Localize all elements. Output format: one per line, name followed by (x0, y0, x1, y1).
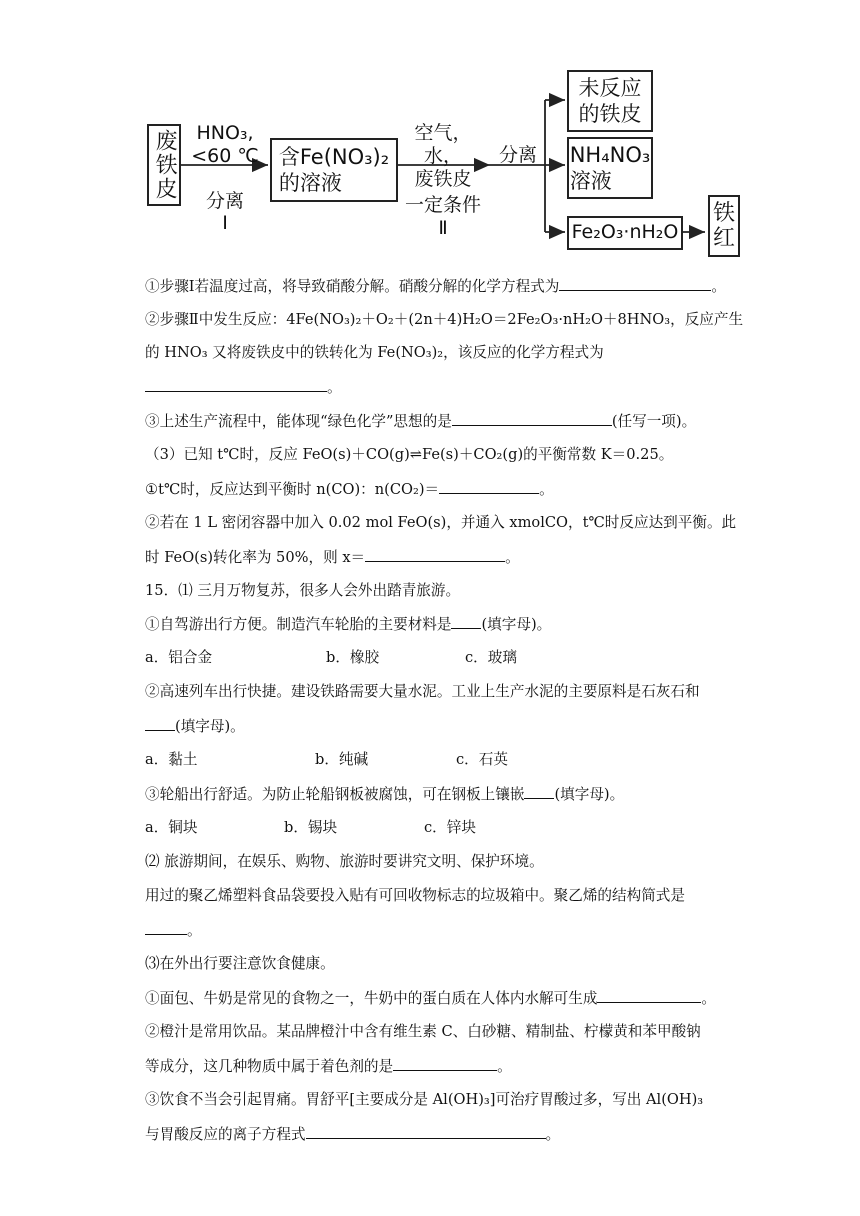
q-step2-reaction: ②步骤Ⅱ中发生反应：4Fe(NO₃)₂＋O₂＋(2n＋4)H₂O＝2Fe₂O₃·nH₂O＋8HNO₃，反应产生 (145, 311, 744, 328)
q15-1-tire: ①自驾游出行方便。制造汽车轮胎的主要材料是 (填字母)。 (145, 616, 552, 633)
q15-title: 15．⑴ 三月万物复苏，很多人会外出踏青旅游。 (145, 582, 461, 599)
process-flow-diagram (0, 0, 860, 275)
option-a: a．铜块 (145, 819, 198, 836)
q15-juice-cont: 等成分，这几种物质中属于着色剂的是 。 (145, 1058, 512, 1075)
answer-blank[interactable] (145, 716, 175, 731)
q15-polyethylene-cont: 。 (145, 920, 202, 941)
answer-blank[interactable] (451, 614, 481, 629)
q15-juice: ②橙汁是常用饮品。某品牌橙汁中含有维生素 C、白砂糖、精制盐、柠檬黄和苯甲酸钠 (145, 1023, 701, 1040)
answer-blank[interactable] (365, 547, 505, 562)
option-a: a．铝合金 (145, 649, 213, 666)
q15-part3-title: ⑶在外出行要注意饮食健康。 (145, 955, 335, 972)
option-c: c．锌块 (424, 819, 476, 836)
q3-conversion: ②若在 1 L 密闭容器中加入 0.02 mol FeO(s)，并通入 xmolCO，t℃时反应达到平衡。此 (145, 514, 737, 531)
answer-blank[interactable] (597, 988, 701, 1003)
q15-2-cement-cont: (填字母)。 (145, 716, 245, 737)
box-fe2o3-nh2o: Fe₂O₃·nH₂O (567, 216, 683, 250)
box-unreacted-iron: 未反应 的铁皮 (567, 70, 653, 132)
q15-3-ship: ③轮船出行舒适。为防止轮船钢板被腐蚀，可在钢板上镶嵌 (填字母)。 (145, 786, 625, 803)
option-b: b．橡胶 (326, 649, 380, 666)
option-c: c．玻璃 (465, 649, 517, 666)
box-fe-nitrate-solution: 含Fe(NO₃)₂ 的溶液 (270, 138, 398, 202)
option-a: a．黏土 (145, 751, 198, 768)
answer-blank[interactable] (559, 276, 711, 291)
option-c: c．石英 (456, 751, 508, 768)
answer-blank[interactable] (439, 479, 539, 494)
option-b: b．锡块 (284, 819, 338, 836)
box-iron-red: 铁 红 (708, 195, 740, 257)
q15-part2-title: ⑵ 旅游期间，在娱乐、购物、旅游时要讲究文明、保护环境。 (145, 853, 544, 870)
q15-polyethylene: 用过的聚乙烯塑料食品袋要投入贴有可回收物标志的垃圾箱中。聚乙烯的结构简式是 (145, 887, 685, 904)
answer-blank[interactable] (145, 920, 187, 935)
box-nh4no3-solution: NH₄NO₃ 溶液 (567, 137, 653, 199)
q-step1-decompose: ①步骤Ⅰ若温度过高，将导致硝酸分解。硝酸分解的化学方程式为 。 (145, 278, 727, 295)
q15-stomach-cont: 与胃酸反应的离子方程式 。 (145, 1126, 561, 1143)
q3-ratio: ①t℃时，反应达到平衡时 n(CO)：n(CO₂)＝ 。 (145, 481, 554, 498)
answer-blank[interactable] (145, 377, 327, 392)
option-b: b．纯碱 (315, 751, 369, 768)
box-scrap-iron: 废铁皮 (147, 124, 181, 206)
q3-equilibrium: （3）已知 t℃时，反应 FeO(s)＋CO(g)⇌Fe(s)＋CO₂(g)的平衡常数 K＝0.25。 (145, 446, 674, 463)
q15-2-cement: ②高速列车出行快捷。建设铁路需要大量水泥。工业上生产水泥的主要原料是石灰石和 (145, 683, 700, 700)
answer-blank[interactable] (452, 411, 612, 426)
q-step2-reaction-cont: 的 HNO₃ 又将废铁皮中的铁转化为 Fe(NO₃)₂，该反应的化学方程式为 (145, 344, 604, 361)
q15-protein: ①面包、牛奶是常见的食物之一，牛奶中的蛋白质在人体内水解可生成 。 (145, 990, 717, 1007)
step1-label: HNO₃, <60 ℃ 分离 Ⅰ (191, 122, 259, 235)
q15-stomach: ③饮食不当会引起胃痛。胃舒平[主要成分是 Al(OH)₃]可治疗胃酸过多，写出 Al(OH)₃ (145, 1091, 704, 1108)
q3-conversion-cont: 时 FeO(s)转化率为 50%，则 x＝ 。 (145, 549, 520, 566)
q-green-chemistry: ③上述生产流程中，能体现“绿色化学”思想的是 (任写一项)。 (145, 413, 697, 430)
answer-blank[interactable] (306, 1124, 546, 1139)
step2-label: 空气，水， 废铁皮 一定条件 Ⅱ (404, 122, 481, 240)
q-step2-answer-line: 。 (145, 377, 342, 398)
separate-label: 分离 (498, 144, 537, 166)
answer-blank[interactable] (524, 784, 554, 799)
answer-blank[interactable] (393, 1056, 497, 1071)
